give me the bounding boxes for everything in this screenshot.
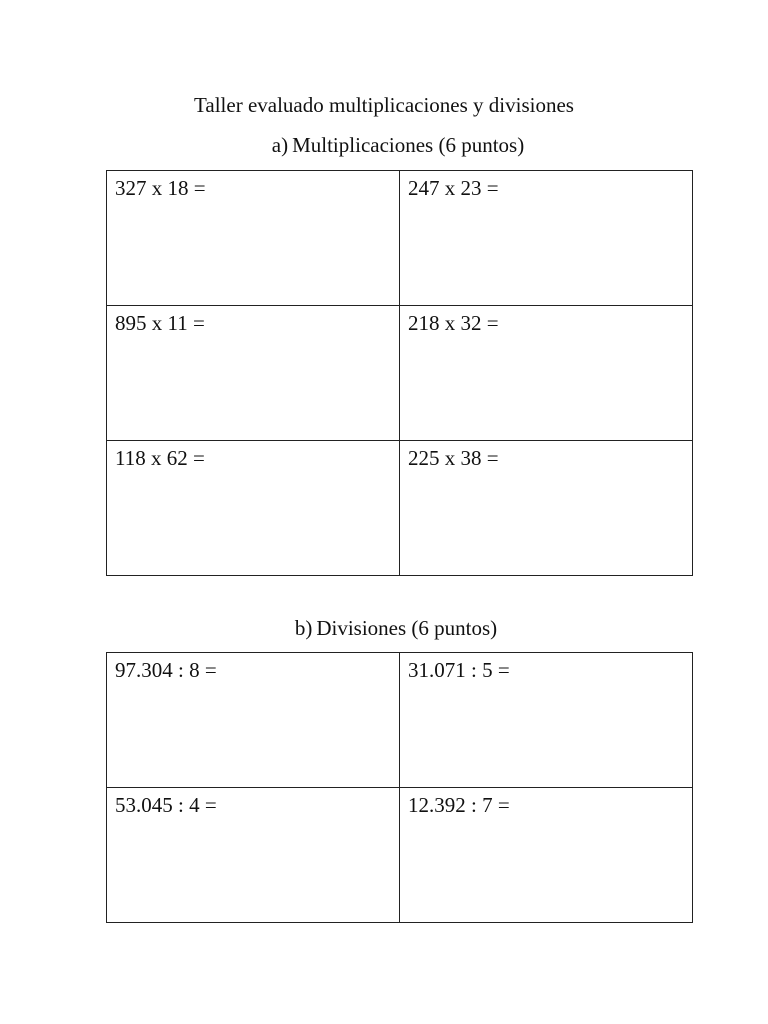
page-title: Taller evaluado multiplicaciones y divisiones [194, 93, 574, 117]
section-heading-multiplicaciones [14, 131, 768, 159]
exercise-cell: 12.392 : 7 = [400, 788, 693, 923]
table-row [107, 653, 693, 788]
exercise-cell: 247 x 23 = [400, 171, 693, 306]
exercise-cell: 225 x 38 = [400, 441, 693, 576]
exercise-cell: 218 x 32 = [400, 306, 693, 441]
section-marker: b) [294, 616, 313, 640]
table-row [107, 171, 693, 306]
multiplication-table [106, 170, 693, 576]
division-table [106, 652, 693, 923]
section-heading-text: Divisiones (6 puntos) [316, 616, 498, 640]
section-heading-divisiones [12, 614, 768, 642]
table-row [107, 441, 693, 576]
exercise-cell: 327 x 18 = [107, 171, 400, 306]
section-marker: a) [271, 133, 289, 157]
exercise-cell: 895 x 11 = [107, 306, 400, 441]
table-row [107, 788, 693, 923]
exercise-cell: 31.071 : 5 = [400, 653, 693, 788]
section-heading-text: Multiplicaciones (6 puntos) [292, 133, 525, 157]
table-row [107, 306, 693, 441]
exercise-cell: 118 x 62 = [107, 441, 400, 576]
exercise-cell: 97.304 : 8 = [107, 653, 400, 788]
exercise-cell: 53.045 : 4 = [107, 788, 400, 923]
